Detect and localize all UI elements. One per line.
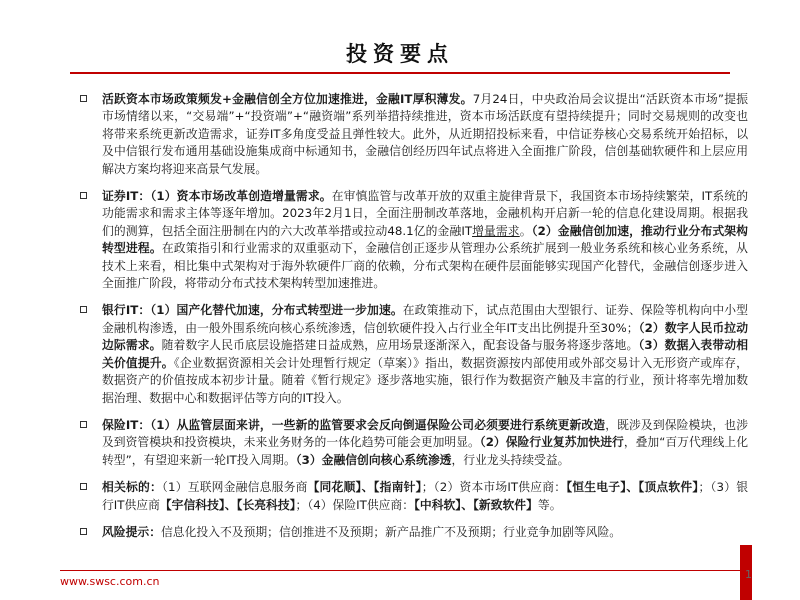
footer-url: www.swsc.com.cn [60, 575, 160, 588]
item-body: 在政策指引和行业需求的双重驱动下，金融信创正逐步从管理办公系统扩展到一般业务系统和核心业务系统，从技术上来看，相比集中式架构对于海外软硬件厂商的依赖，分布式架构在硬件层面能够实现国产化替代，金融信创逐步进入全面推广阶段，将带动分布式技术架构转型加速推进。 [102, 241, 748, 291]
item-body: 7月24日，中央政治局会议提出“活跃资本市场”提振市场情绪以来，“交易端”+“投资端”+“融资端”系列举措持续推进，资本市场活跃度有望持续提升；同时交易规则的改变也将带来系统更新改造需求，证券IT多角度受益且弹性较大。此外，从近期招投标来看，中信证券核心交易系统开始招标，以及中信银行发布通用基础设施集成商中标通知书，金融信创经历四年试点将进入全面推广阶段，信创基础软硬件和上层应用解决方案均将迎来高景气发展。 [102, 92, 748, 176]
item-body: 信息化投入不及预期；信创推进不及预期；新产品推广不及预期；行业竞争加剧等风险。 [161, 524, 622, 539]
key-points-list [80, 91, 748, 551]
list-item [80, 479, 748, 514]
item-subheading: （3）金融信创向核心系统渗透 [295, 452, 452, 467]
list-item [80, 91, 748, 178]
square-bullet-icon [80, 95, 87, 102]
item-body: ，既涉及到保险模块，也涉及到资管模块和投资模块，未来业务财务的一体化趋势可能会更加明显。 [102, 417, 748, 450]
item-subheading: （2）金融信创加速，推动行业分布式架构转型进程。 [102, 223, 748, 256]
item-body: （1）互联网金融信息服务商 [161, 480, 308, 495]
item-heading: 保险IT：（1）从监管层面来讲，一些新的监管要求会反向倒逼保险公司必须要进行系统更新改造 [102, 417, 606, 432]
item-body: ；（2）资本市场IT供应商： [421, 480, 567, 495]
item-text [102, 417, 748, 469]
stock-tickers: 【同花顺】、【指南针】 [307, 480, 422, 495]
stock-tickers: 【宇信科技】、【长亮科技】 [159, 497, 296, 512]
list-item [80, 417, 748, 469]
title-divider [70, 72, 730, 74]
item-heading: 风险提示： [102, 524, 161, 539]
item-heading: 银行IT：（1）国产化替代加速，分布式转型进一步加速。 [102, 303, 403, 318]
item-body: 在政策推动下，试点范围由大型银行、证券、保险等机构向中小型金融机构渗透，由一般外围系统向核心系统渗透，信创软硬件投入占行业全年IT支出比例提升至30%； [102, 303, 748, 335]
item-text [102, 479, 748, 514]
item-body: 。 [519, 223, 532, 238]
item-subheading: （2）保险行业复苏加快进行 [479, 435, 624, 450]
item-text [102, 524, 748, 541]
footer-divider [60, 570, 740, 571]
list-item [80, 302, 748, 406]
stock-tickers: 【中科软】、【新致软件】 [414, 497, 538, 512]
square-bullet-icon [80, 192, 87, 199]
item-body: ；（4）保险IT供应商： [295, 497, 415, 512]
square-bullet-icon [80, 306, 87, 313]
item-body: 《企业数据资源相关会计处理暂行规定（草案）》指出，数据资源按内部使用或外部交易计入无形资产或库存，数据资产的价值按成本初步计量。随着《暂行规定》逐步落地实施，银行作为数据资产触及丰富的行业，预计将率先增加数据治理、数据中心和数据评估等方向的IT投入。 [102, 355, 748, 405]
item-subheading: （3）数据入表带动相关价值提升。 [102, 338, 748, 370]
item-body: ；（3）银行IT供应商 [102, 480, 748, 512]
item-body: ，行业龙头持续受益。 [451, 452, 570, 467]
stock-tickers: 【恒生电子】、【顶点软件】 [566, 480, 699, 495]
square-bullet-icon [80, 483, 87, 490]
item-body: 等。 [537, 497, 562, 512]
page-number: 1 [745, 568, 752, 581]
item-text [102, 91, 748, 178]
item-heading: 相关标的： [102, 480, 162, 495]
item-text [102, 302, 748, 406]
list-item [80, 188, 748, 292]
item-body: ，叠加“百万代理线上化转型”，有望迎来新一轮IT投入周期。 [102, 435, 748, 467]
item-text [102, 188, 748, 292]
square-bullet-icon [80, 421, 87, 428]
page-title: 投资要点 [346, 42, 454, 66]
item-heading: 活跃资本市场政策频发+金融信创全方位加速推进，金融IT厚积薄发。 [102, 92, 473, 106]
item-subheading: （2）数字人民币拉动边际需求。 [102, 320, 748, 353]
square-bullet-icon [80, 528, 87, 535]
item-heading: 证券IT：（1）资本市场改革创造增量需求。 [102, 189, 332, 204]
underlined-term: 增量需求 [472, 223, 520, 238]
item-body: 随着数字人民币底层设施搭建日益成熟，应用场景逐渐深入，配套设备与服务将逐步落地。 [161, 338, 639, 353]
item-body: 在审慎监管与改革开放的双重主旋律背景下，我国资本市场持续繁荣，IT系统的功能需求和需求主体等逐年增加。2023年2月1日，全面注册制改革落地，金融机构开启新一轮的信息化建设周期。根据我们的测算，包括全面注册制在内的六大改革举措或拉动48.1亿的金融IT [102, 189, 748, 238]
list-item [80, 524, 748, 541]
